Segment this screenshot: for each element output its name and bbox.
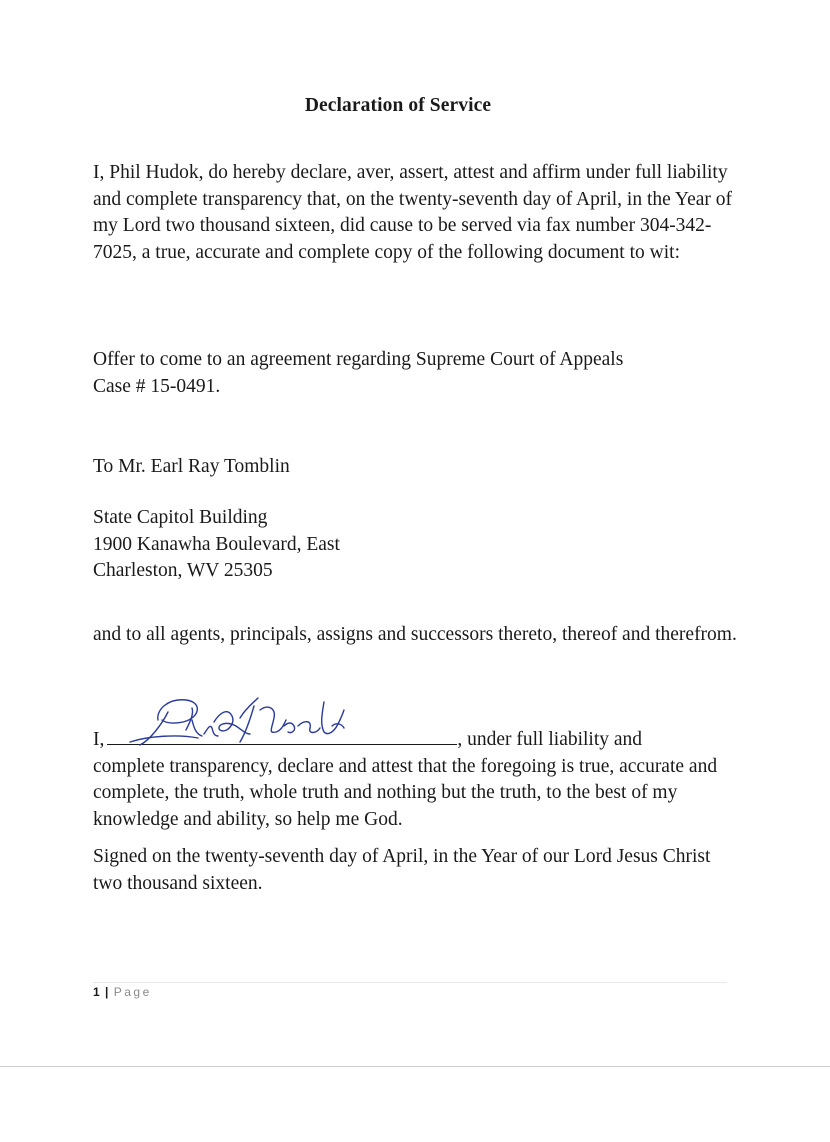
affirm-body: complete transparency, declare and attest that the foregoing is true, accurate and complete, the truth, whole truth and nothing but the truth, to the best of my knowledge and ability, so help me God. [93,755,718,830]
address-block [93,505,743,585]
address-line-1: State Capitol Building [93,507,268,528]
page-number: 1 [93,985,100,999]
handwritten-signature [128,690,358,760]
recipient-line: To Mr. Earl Ray Tomblin [93,456,290,477]
scan-edge [0,1066,830,1067]
offer-line-1: Offer to come to an agreement regarding Supreme Court of Appeals [93,349,624,370]
document-title: Declaration of Service [304,95,492,116]
address-line-3: Charleston, WV 25305 [93,560,273,581]
signed-paragraph: Signed on the twenty-seventh day of April, in the Year of our Lord Jesus Christ two thousand sixteen. [93,846,711,894]
agents-paragraph: and to all agents, principals, assigns and successors thereto, thereof and therefrom. [93,624,737,645]
offer-paragraph [93,347,743,400]
offer-line-2: Case # 15-0491. [93,375,221,397]
declaration-paragraph: I, Phil Hudok, do hereby declare, aver, assert, attest and affirm under full liability and complete transparency that, on the twenty-seventh day of April, in the Year of my Lord two thousand sixteen, did cause to be served via fax number 304-342-7025, a true, accurate and complete copy of the following document to wit: [93,162,732,263]
affirm-suffix: , under full liability and [457,729,643,750]
page-label: Page [113,985,152,999]
affirm-prefix: I, [93,729,105,750]
footer-rule [93,982,727,983]
address-line-2: 1900 Kanawha Boulevard, East [93,533,340,555]
page-footer [93,985,152,999]
footer-separator: | [105,985,109,999]
